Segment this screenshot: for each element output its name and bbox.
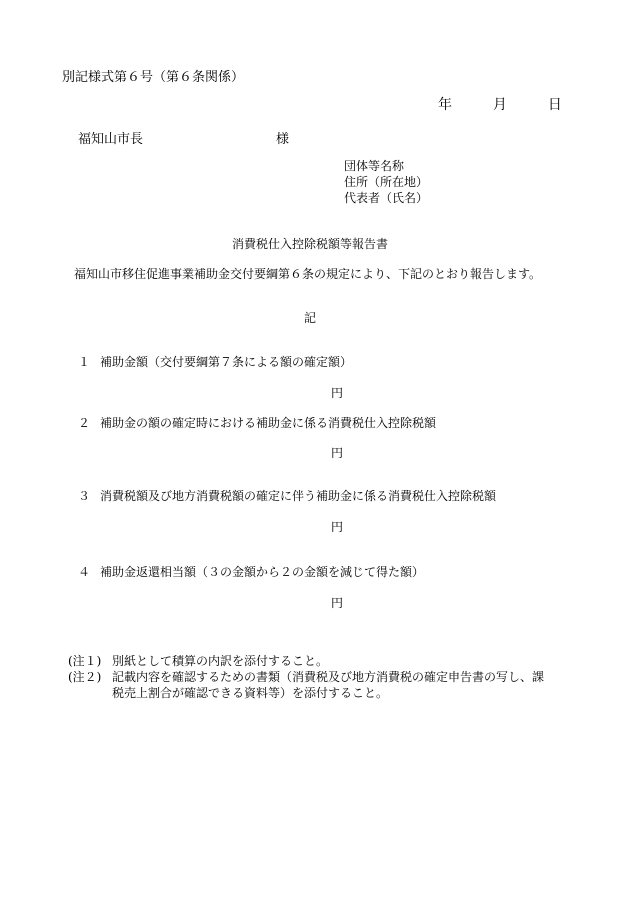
item-4-yen: 円	[331, 596, 344, 610]
ki-heading: 記	[304, 311, 317, 325]
item-3	[78, 487, 496, 504]
note-label: (注１)	[68, 654, 102, 668]
item-number: ２	[78, 416, 91, 430]
item-label: 補助金額（交付要綱第７条による額の確定額）	[100, 355, 353, 369]
note-text: 記載内容を確認するための書類（消費税及び地方消費税の確定申告書の写し、課税売上割合が確認できる資料等）を添付すること。	[112, 670, 545, 700]
item-label: 補助金返還相当額（３の金額から２の金額を減じて得た額）	[100, 565, 425, 579]
item-label: 補助金の額の確定時における補助金に係る消費税仕入控除税額	[100, 416, 437, 430]
note-text: 別紙として積算の内訳を添付すること。	[112, 654, 329, 668]
item-number: １	[78, 355, 91, 369]
applicant-block	[344, 158, 428, 206]
date-line	[438, 94, 562, 114]
document-title: 消費税仕入控除税額等報告書	[232, 237, 389, 251]
note-label: (注２)	[68, 670, 102, 684]
item-2	[78, 414, 436, 431]
notes	[68, 653, 552, 701]
item-1-yen: 円	[331, 386, 344, 400]
item-2-yen: 円	[331, 446, 344, 460]
intro-text: 福知山市移住促進事業補助金交付要綱第６条の規定により、下記のとおり報告します。	[74, 267, 542, 281]
addressee-name: 福知山市長	[78, 132, 144, 147]
form-number: 別記様式第６号（第６条関係）	[62, 70, 245, 85]
note-2	[68, 669, 552, 701]
item-3-yen: 円	[331, 520, 344, 534]
address-label: 住所（所在地）	[344, 175, 429, 189]
representative-label: 代表者（氏名）	[344, 191, 429, 205]
item-number: ３	[78, 489, 91, 503]
note-1	[68, 653, 552, 669]
item-number: ４	[78, 565, 91, 579]
addressee-honorific: 様	[276, 132, 290, 147]
date-year-label: 年	[438, 97, 452, 113]
date-day-label: 日	[547, 97, 562, 113]
item-label: 消費税額及び地方消費税額の確定に伴う補助金に係る消費税仕入控除税額	[100, 489, 497, 503]
date-month-label: 月	[492, 97, 507, 113]
item-4	[78, 563, 424, 580]
item-1	[78, 353, 352, 370]
org-name-label: 団体等名称	[344, 159, 405, 173]
